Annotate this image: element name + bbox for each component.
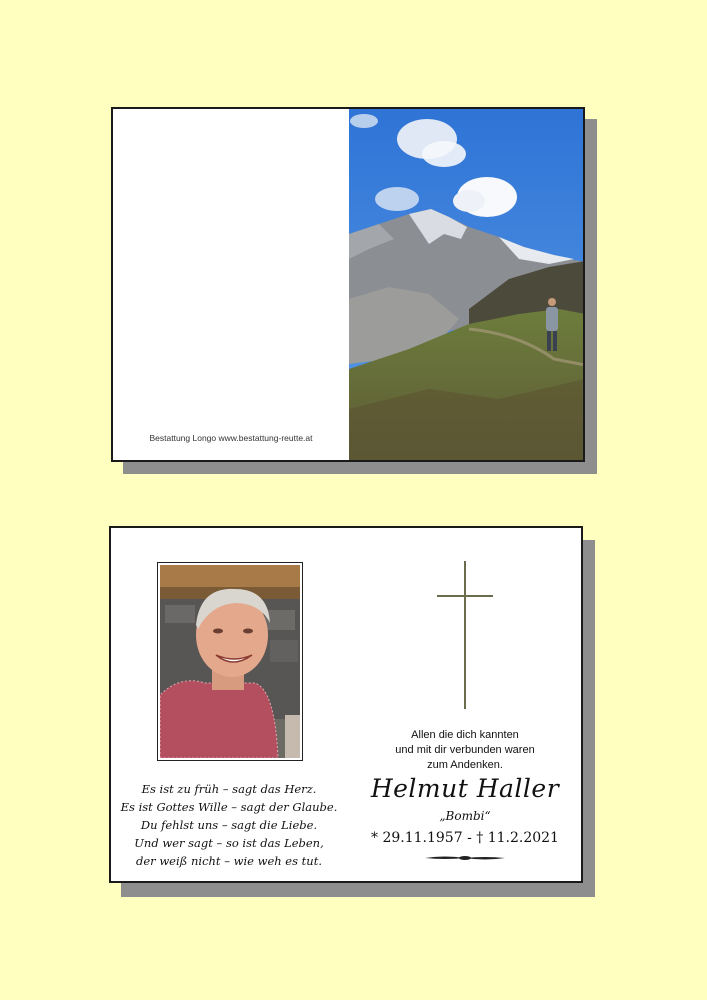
mountain-photo (349, 109, 585, 460)
cross-icon (437, 561, 493, 711)
ornament-divider-icon (425, 854, 505, 862)
portrait-frame (157, 562, 303, 761)
poem-line: Es ist Gottes Wille – sagt der Glaube. (120, 800, 338, 814)
dedication-text (347, 728, 583, 773)
poem-line: Du fehlst uns – sagt die Liebe. (140, 818, 318, 832)
dedication-line: zum Andenken. (427, 759, 503, 771)
top-card (111, 107, 585, 462)
poem-line: der weiß nicht – wie weh es tut. (136, 854, 322, 868)
bottom-card (109, 526, 583, 883)
poem (111, 780, 347, 870)
life-dates: * 29.11.1957 - † 11.2.2021 (371, 830, 559, 846)
mountain-photo-image (349, 109, 585, 460)
poem-line: Es ist zu früh – sagt das Herz. (141, 782, 317, 796)
nickname: „Bombi“ (439, 809, 491, 823)
dedication-line: und mit dir verbunden waren (395, 744, 535, 756)
poem-line: Und wer sagt – so ist das Leben, (134, 836, 324, 850)
portrait-photo (160, 565, 300, 758)
deceased-name: Helmut Haller (370, 774, 560, 803)
dedication-line: Allen die dich kannten (411, 729, 519, 741)
publisher-credit: Bestattung Longo www.bestattung-reutte.at (149, 433, 313, 443)
